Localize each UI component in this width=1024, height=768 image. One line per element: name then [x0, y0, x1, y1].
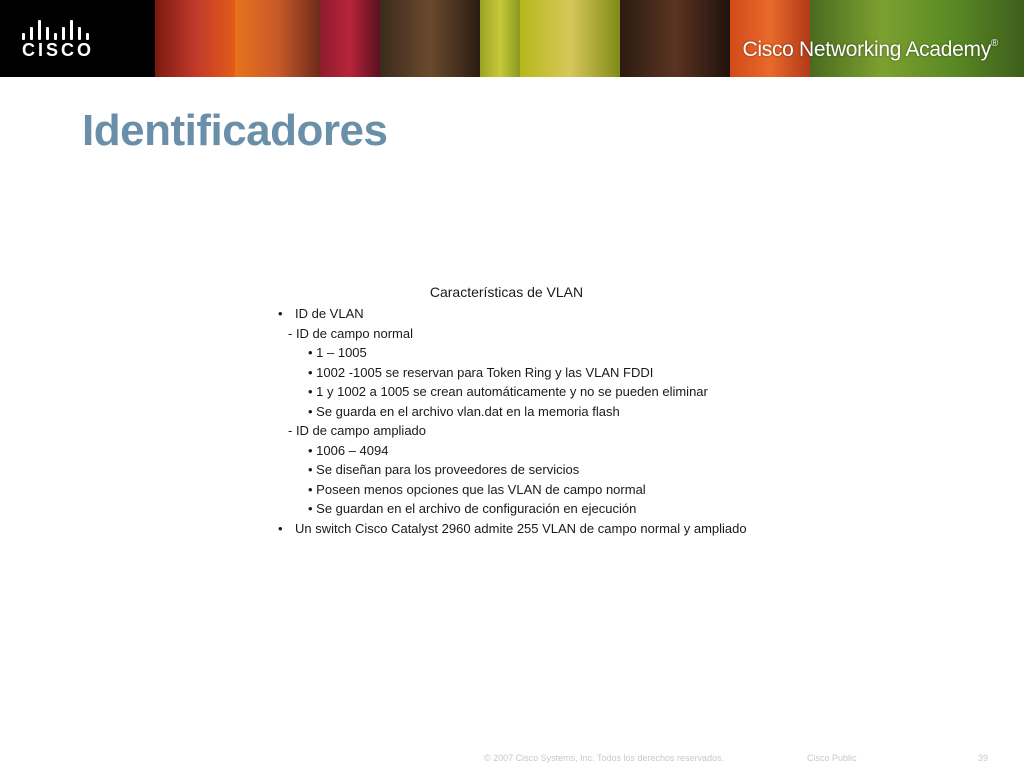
cisco-logo: [0, 0, 155, 77]
content-heading: Características de VLAN: [429, 284, 584, 300]
list-item: • Se diseñan para los proveedores de servicios: [308, 462, 580, 477]
list-item: • 1 y 1002 a 1005 se crean automáticamente y no se pueden eliminar: [308, 384, 708, 399]
registered-mark: ®: [990, 38, 998, 49]
cisco-bridge-icon: [22, 16, 92, 40]
page-number: 39: [978, 753, 989, 763]
academy-title: Cisco Networking Academy®: [742, 38, 998, 61]
bullet-icon: •: [278, 520, 283, 536]
list-item: • Poseen menos opciones que las VLAN de campo normal: [308, 481, 646, 497]
list-item: - ID de campo normal: [288, 325, 413, 341]
slide-title: Identificadores: [82, 106, 388, 155]
list-item: • 1006 – 4094: [308, 442, 389, 458]
bullet-icon: •: [278, 306, 283, 321]
cisco-logo-text: CISCO: [22, 40, 95, 60]
list-item: • Se guardan en el archivo de configuración en ejecución: [308, 501, 637, 516]
list-item: • Se guarda en el archivo vlan.dat en la memoria flash: [308, 403, 620, 419]
list-item: • Un switch Cisco Catalyst 2960 admite 255 VLAN de campo normal y ampliado: [274, 519, 774, 539]
list-item: • 1 – 1005: [308, 345, 367, 360]
list-item: • ID de VLAN: [274, 304, 774, 324]
header-banner: [0, 0, 1024, 77]
vlan-characteristics: [274, 284, 774, 538]
list-item: - ID de campo ampliado: [288, 423, 427, 438]
list-item: • 1002 -1005 se reservan para Token Ring y las VLAN FDDI: [308, 364, 654, 380]
footer-copyright: © 2007 Cisco Systems, Inc. Todos los derechos reservados.: [484, 753, 725, 763]
footer-classification: Cisco Public: [807, 753, 857, 763]
